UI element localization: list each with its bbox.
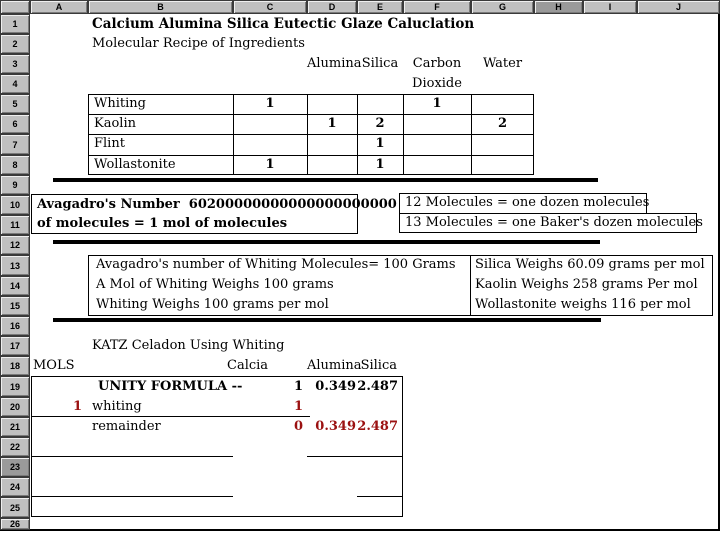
header-carbon-line2[interactable]: Dioxide bbox=[412, 76, 462, 91]
header-silica[interactable]: Silica bbox=[361, 56, 399, 71]
row-header-2[interactable]: 2 bbox=[0, 34, 30, 54]
row-header-10[interactable]: 10 bbox=[0, 195, 30, 215]
avagadro-line2[interactable]: of molecules = 1 mol of molecules bbox=[37, 216, 288, 231]
alumina-header-cell[interactable]: Alumina bbox=[307, 358, 362, 373]
row-header-25[interactable]: 25 bbox=[0, 497, 30, 518]
column-header-I[interactable]: I bbox=[583, 0, 637, 14]
row-header-14[interactable]: 14 bbox=[0, 276, 30, 296]
recipe-gridline bbox=[471, 94, 472, 175]
celadon-underline bbox=[31, 496, 233, 497]
row-header-20[interactable]: 20 bbox=[0, 397, 30, 417]
thick-divider bbox=[53, 178, 598, 182]
recipe-value-cell[interactable]: 1 bbox=[375, 157, 385, 172]
column-header-B[interactable]: B bbox=[88, 0, 233, 14]
row-header-24[interactable]: 24 bbox=[0, 477, 30, 497]
thick-divider bbox=[53, 240, 600, 244]
column-header-E[interactable]: E bbox=[357, 0, 403, 14]
row-header-7[interactable]: 7 bbox=[0, 134, 30, 155]
recipe-value-cell[interactable]: 2 bbox=[497, 116, 508, 131]
row-header-22[interactable]: 22 bbox=[0, 437, 30, 457]
avagadro-number: 60200000000000000000000 bbox=[188, 197, 397, 212]
recipe-value-cell[interactable]: 2 bbox=[375, 116, 385, 131]
column-header-G[interactable]: G bbox=[471, 0, 534, 14]
row-header-15[interactable]: 15 bbox=[0, 296, 30, 316]
weight-info-cell[interactable]: Kaolin Weighs 258 grams Per mol bbox=[475, 277, 698, 292]
recipe-value-cell[interactable]: 1 bbox=[265, 157, 275, 172]
weight-info-cell[interactable]: Wollastonite weighs 116 per mol bbox=[475, 297, 691, 312]
column-header-J[interactable]: J bbox=[637, 0, 720, 14]
ingredient-cell[interactable]: Wollastonite bbox=[94, 157, 176, 172]
calcia-header-cell[interactable]: Calcia bbox=[227, 358, 269, 373]
header-water[interactable]: Water bbox=[482, 56, 523, 71]
row-header-26[interactable]: 26 bbox=[0, 518, 30, 530]
header-carbon[interactable]: Carbon bbox=[412, 56, 462, 71]
row-header-8[interactable]: 8 bbox=[0, 155, 30, 175]
unity-alumina-cell[interactable]: 0.349 bbox=[315, 379, 356, 394]
row-header-1[interactable]: 1 bbox=[0, 14, 30, 34]
whiting-info-cell[interactable]: Whiting Weighs 100 grams per mol bbox=[96, 297, 329, 312]
celadon-underline bbox=[307, 456, 403, 457]
whiting-mols-cell[interactable]: 1 bbox=[72, 399, 82, 414]
row-header-13[interactable]: 13 bbox=[0, 255, 30, 276]
weights-divider bbox=[470, 255, 471, 316]
recipe-value-cell[interactable]: 1 bbox=[375, 136, 385, 151]
row-header-21[interactable]: 21 bbox=[0, 417, 30, 437]
celadon-underline bbox=[357, 496, 403, 497]
dozen-cell[interactable]: 12 Molecules = one dozen molecules bbox=[405, 195, 650, 210]
row-header-23[interactable]: 23 bbox=[0, 457, 30, 477]
recipe-gridline bbox=[307, 94, 308, 175]
mols-header-cell[interactable]: MOLS bbox=[33, 358, 75, 373]
thick-divider bbox=[53, 318, 601, 322]
row-header-4[interactable]: 4 bbox=[0, 74, 30, 94]
unity-formula-cell[interactable]: UNITY FORMULA -- bbox=[98, 379, 243, 394]
recipe-value-cell[interactable]: 1 bbox=[327, 116, 337, 131]
unity-silica-cell[interactable]: 2.487 bbox=[357, 379, 398, 394]
whiting-label-cell[interactable]: whiting bbox=[92, 399, 142, 414]
avagadro-label: Avagadro's Number bbox=[37, 197, 180, 212]
remainder-silica-cell[interactable]: 2.487 bbox=[357, 419, 398, 434]
row-header-5[interactable]: 5 bbox=[0, 94, 30, 114]
remainder-label-cell[interactable]: remainder bbox=[92, 419, 161, 434]
ingredient-cell[interactable]: Whiting bbox=[94, 96, 146, 111]
sheet-title-cell[interactable]: Calcium Alumina Silica Eutectic Glaze Caluclation bbox=[92, 16, 475, 32]
bakers-cell[interactable]: 13 Molecules = one Baker's dozen molecules bbox=[405, 215, 703, 230]
column-header-D[interactable]: D bbox=[307, 0, 357, 14]
column-header-H[interactable]: H bbox=[534, 0, 583, 14]
remainder-calcia-cell[interactable]: 0 bbox=[293, 419, 303, 434]
select-all-corner[interactable] bbox=[0, 0, 30, 14]
recipe-gridline bbox=[88, 134, 534, 135]
unity-calcia-cell[interactable]: 1 bbox=[293, 379, 303, 394]
row-header-9[interactable]: 9 bbox=[0, 175, 30, 195]
celadon-title-cell[interactable]: KATZ Celadon Using Whiting bbox=[92, 338, 285, 353]
remainder-alumina-cell[interactable]: 0.349 bbox=[315, 419, 356, 434]
column-header-A[interactable]: A bbox=[30, 0, 88, 14]
row-header-18[interactable]: 18 bbox=[0, 356, 30, 376]
row-header-12[interactable]: 12 bbox=[0, 235, 30, 255]
header-alumina[interactable]: Alumina bbox=[307, 56, 362, 71]
row-header-6[interactable]: 6 bbox=[0, 114, 30, 134]
subtitle-cell[interactable]: Molecular Recipe of Ingredients bbox=[92, 36, 305, 51]
celadon-underline bbox=[31, 456, 233, 457]
whiting-info-cell[interactable]: A Mol of Whiting Weighs 100 grams bbox=[96, 277, 334, 292]
frame-bottom bbox=[0, 529, 720, 531]
column-header-F[interactable]: F bbox=[403, 0, 471, 14]
avagadro-line1[interactable] bbox=[37, 195, 397, 215]
row-header-17[interactable]: 17 bbox=[0, 336, 30, 356]
recipe-value-cell[interactable]: 1 bbox=[265, 96, 275, 111]
row-header-19[interactable]: 19 bbox=[0, 376, 30, 397]
row-header-16[interactable]: 16 bbox=[0, 316, 30, 336]
weight-info-cell[interactable]: Silica Weighs 60.09 grams per mol bbox=[475, 257, 705, 272]
recipe-value-cell[interactable]: 1 bbox=[432, 96, 442, 111]
silica-header-cell[interactable]: Silica bbox=[360, 358, 397, 373]
whiting-info-cell[interactable]: Avagadro's number of Whiting Molecules= 100 Grams bbox=[96, 257, 456, 272]
column-header-C[interactable]: C bbox=[233, 0, 307, 14]
ingredient-cell[interactable]: Flint bbox=[94, 136, 125, 151]
ingredient-cell[interactable]: Kaolin bbox=[94, 116, 136, 131]
row-header-11[interactable]: 11 bbox=[0, 215, 30, 235]
row-header-3[interactable]: 3 bbox=[0, 54, 30, 74]
whiting-calcia-cell[interactable]: 1 bbox=[293, 399, 303, 414]
